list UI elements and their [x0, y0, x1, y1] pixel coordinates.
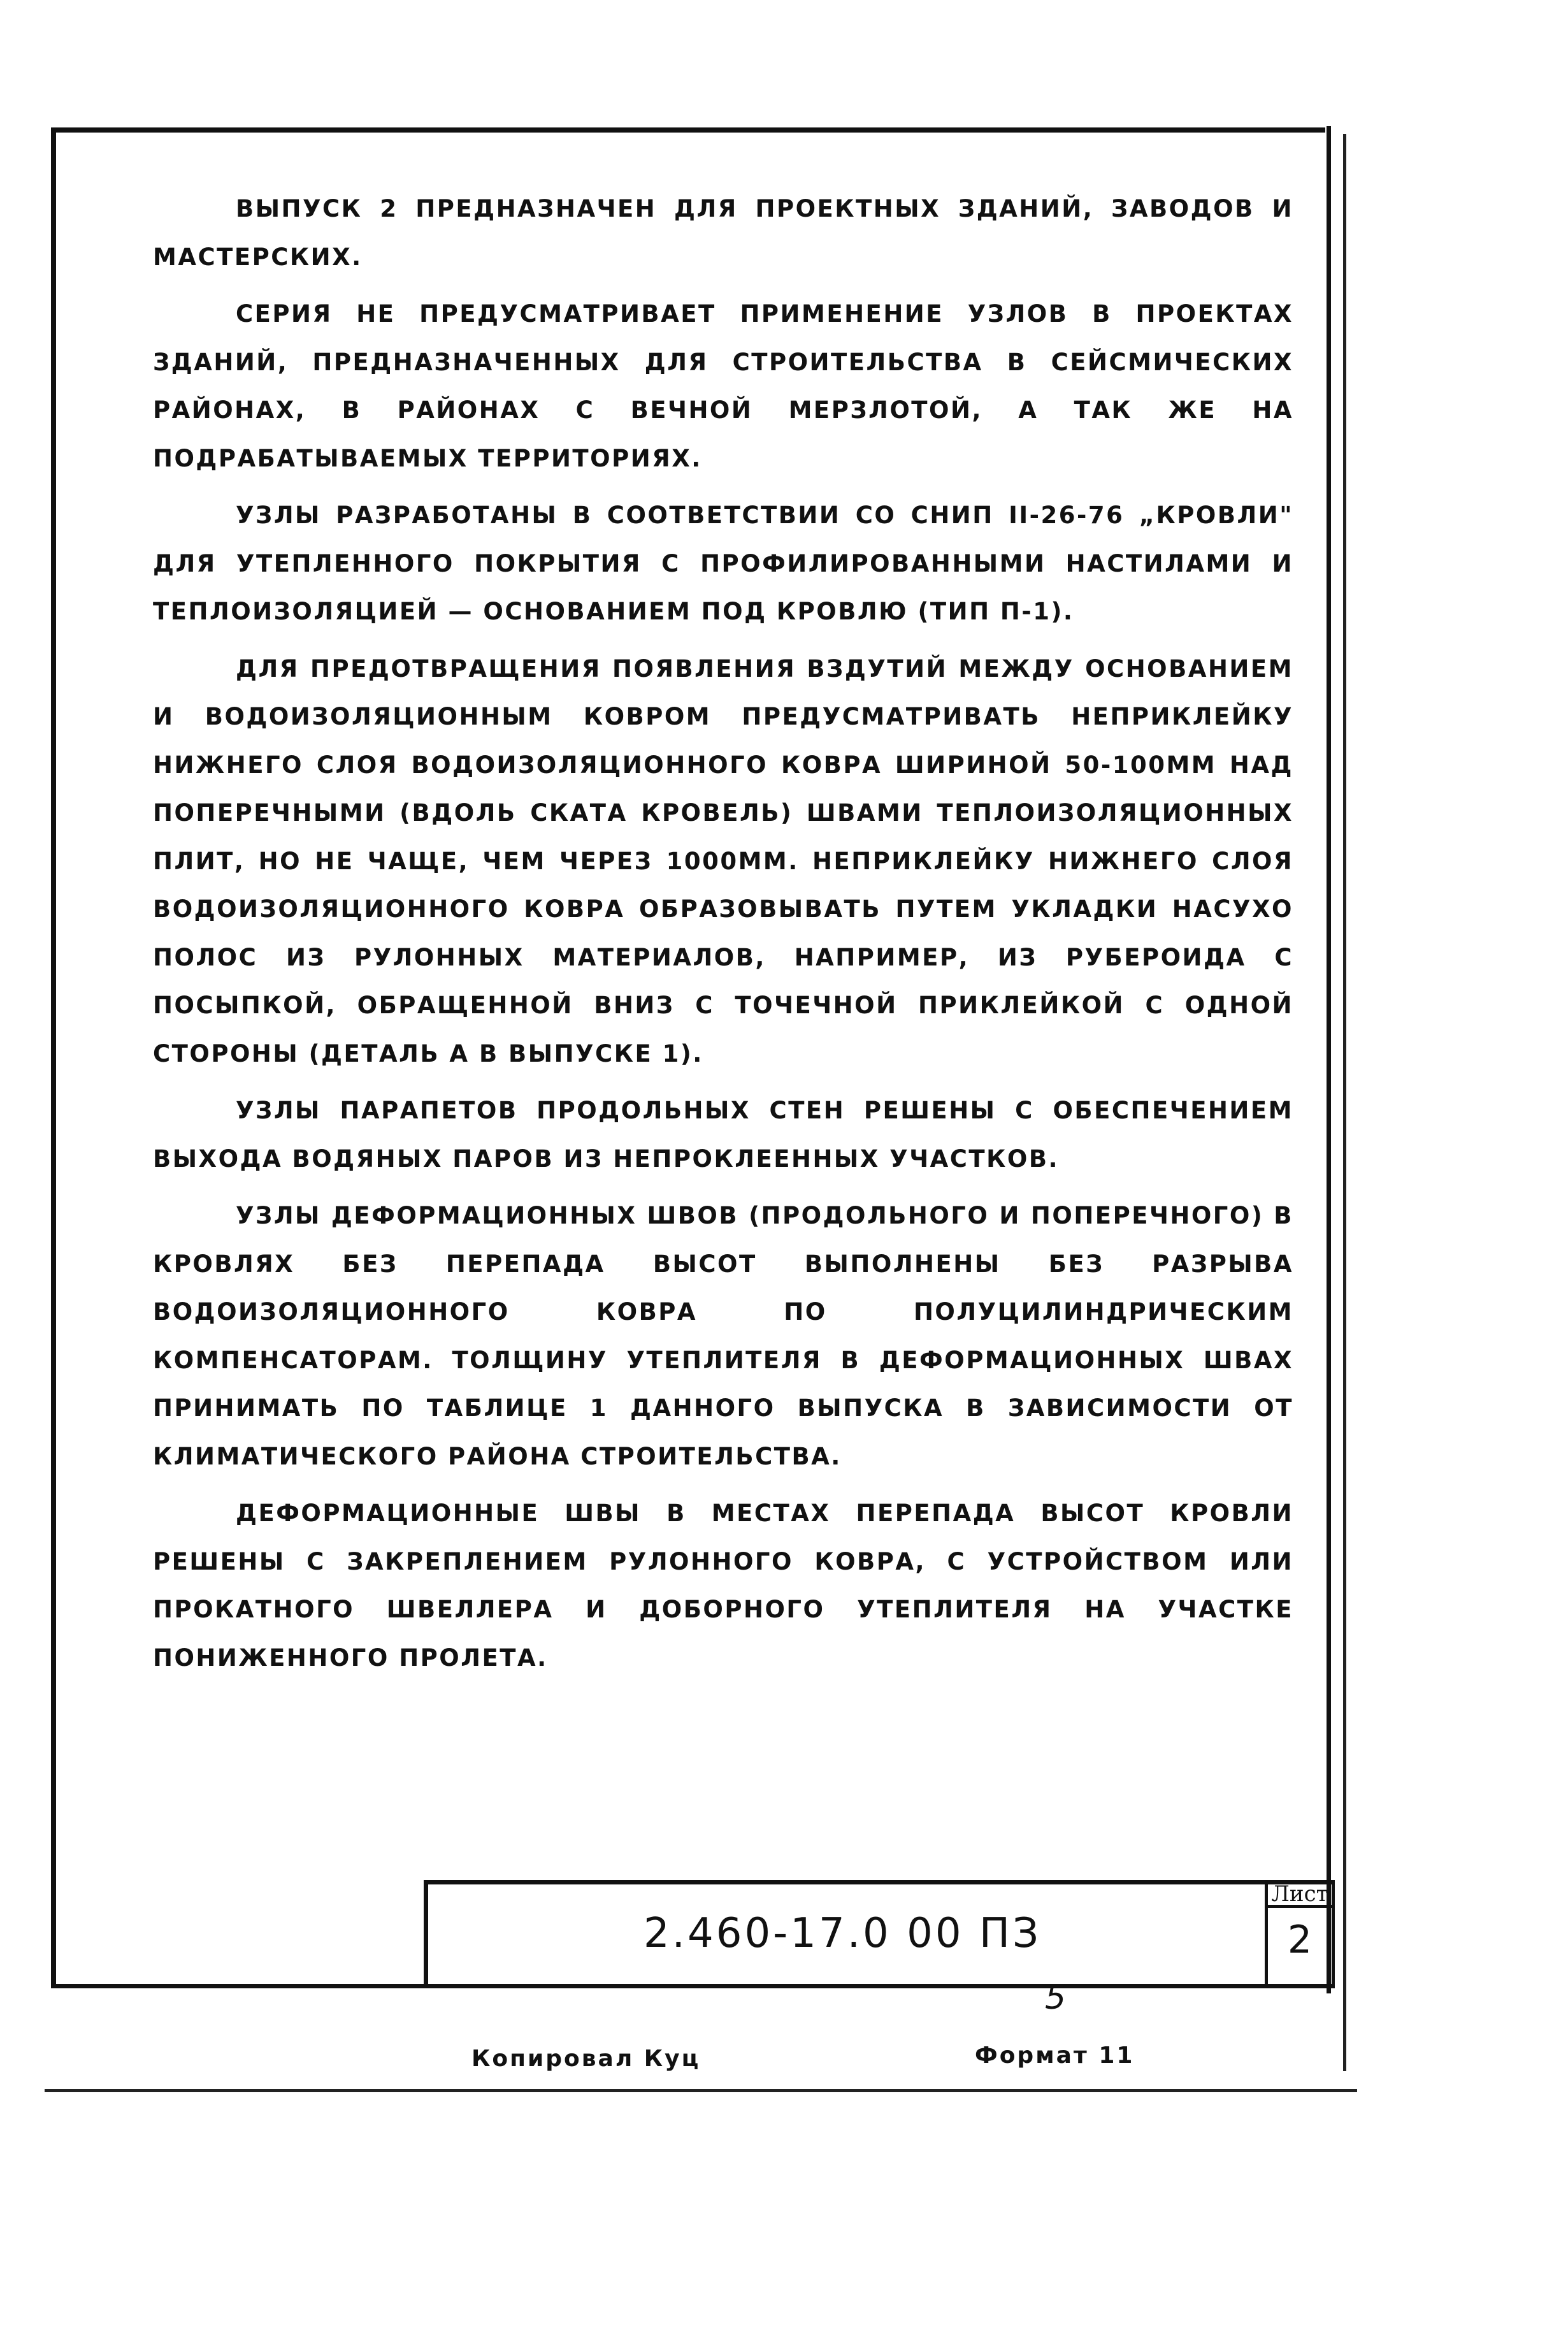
document-code: 2.460-17.0 00 ПЗ — [643, 1910, 1042, 1957]
sheet-label: Лист — [1265, 1880, 1335, 1908]
paper-format: Формат 11 — [975, 2042, 1135, 2069]
paragraph-purpose: ВЫПУСК 2 ПРЕДНАЗНАЧЕН ДЛЯ ПРОЕКТНЫХ ЗДАНИЙ, ЗАВОДОВ И МАСТЕРСКИХ. — [153, 195, 1293, 271]
paragraph-height-differences: ДЕФОРМАЦИОННЫЕ ШВЫ В МЕСТАХ ПЕРЕПАДА ВЫСОТ КРОВЛИ РЕШЕНЫ С ЗАКРЕПЛЕНИЕМ РУЛОННОГО КОВРА, С УСТРОЙСТВОМ ИЛИ ПРОКАТНОГО ШВЕЛЛЕРА И ДОБОРНОГО УТЕПЛИТЕЛЯ НА УЧАСТКЕ ПОНИЖЕННОГО ПРОЛЕТА. — [153, 1500, 1293, 1672]
frame-outer-rule — [1343, 134, 1346, 2071]
copied-by: Копировал Куц — [471, 2046, 701, 2072]
paragraph-expansion-joints: УЗЛЫ ДЕФОРМАЦИОННЫХ ШВОВ (ПРОДОЛЬНОГО И ПОПЕРЕЧНОГО) В КРОВЛЯХ БЕЗ ПЕРЕПАДА ВЫСОТ ВЫПОЛНЕНЫ БЕЗ РАЗРЫВА ВОДОИЗОЛЯЦИОННОГО КОВРА ПО ПОЛУЦИЛИНДРИЧЕСКИМ КОМПЕНСАТОРАМ. ТОЛЩИНУ УТЕПЛИТЕЛЯ В ДЕФОРМАЦИОННЫХ ШВАХ ПРИНИМАТЬ ПО ТАБЛИЦЕ 1 ДАННОГО ВЫПУСКА В ЗАВИСИМОСТИ ОТ КЛИМАТИЧЕСКОГО РАЙОНА СТРОИТЕЛЬСТВА. — [153, 1202, 1293, 1470]
title-block — [424, 1880, 1335, 1988]
explanatory-note — [153, 185, 1293, 1691]
footer-rule — [45, 2089, 1357, 2092]
paragraph-blistering: ДЛЯ ПРЕДОТВРАЩЕНИЯ ПОЯВЛЕНИЯ ВЗДУТИЙ МЕЖДУ ОСНОВАНИЕМ И ВОДОИЗОЛЯЦИОННЫМ КОВРОМ ПРЕДУСМАТРИВАТЬ НЕПРИКЛЕЙКУ НИЖНЕГО СЛОЯ ВОДОИЗОЛЯЦИОННОГО КОВРА ШИРИНОЙ 50-100ММ НАД ПОПЕРЕЧНЫМИ (ВДОЛЬ СКАТА КРОВЕЛЬ) ШВАМИ ТЕПЛОИЗОЛЯЦИОННЫХ ПЛИТ, НО НЕ ЧАЩЕ, ЧЕМ ЧЕРЕЗ 1000ММ. НЕПРИКЛЕЙКУ НИЖНЕГО СЛОЯ ВОДОИЗОЛЯЦИОННОГО КОВРА ОБРАЗОВЫВАТЬ ПУТЕМ УКЛАДКИ НАСУХО ПОЛОС ИЗ РУЛОННЫХ МАТЕРИАЛОВ, НАПРИМЕР, ИЗ РУБЕРОИДА С ПОСЫПКОЙ, ОБРАЩЕННОЙ ВНИЗ С ТОЧЕЧНОЙ ПРИКЛЕЙКОЙ С ОДНОЙ СТОРОНЫ (ДЕТАЛЬ А В ВЫПУСКЕ 1). — [153, 654, 1293, 1067]
paragraph-standards: УЗЛЫ РАЗРАБОТАНЫ В СООТВЕТСТВИИ СО СНИП II-26-76 „КРОВЛИ" ДЛЯ УТЕПЛЕННОГО ПОКРЫТИЯ С ПРОФИЛИРОВАННЫМИ НАСТИЛАМИ И ТЕПЛОИЗОЛЯЦИЕЙ — ОСНОВАНИЕМ ПОД КРОВЛЮ (ТИП П-1). — [153, 502, 1293, 625]
paragraph-limitations: СЕРИЯ НЕ ПРЕДУСМАТРИВАЕТ ПРИМЕНЕНИЕ УЗЛОВ В ПРОЕКТАХ ЗДАНИЙ, ПРЕДНАЗНАЧЕННЫХ ДЛЯ СТРОИТЕЛЬСТВА В СЕЙСМИЧЕСКИХ РАЙОНАХ, В РАЙОНАХ С ВЕЧНОЙ МЕРЗЛОТОЙ, А ТАК ЖЕ НА ПОДРАБАТЫВАЕМЫХ ТЕРРИТОРИЯХ. — [153, 300, 1293, 472]
paragraph-parapets: УЗЛЫ ПАРАПЕТОВ ПРОДОЛЬНЫХ СТЕН РЕШЕНЫ С ОБЕСПЕЧЕНИЕМ ВЫХОДА ВОДЯНЫХ ПАРОВ ИЗ НЕПРОКЛЕЕННЫХ УЧАСТКОВ. — [153, 1097, 1293, 1173]
sheet-number: 2 — [1265, 1908, 1335, 1988]
page-number: 5 — [1045, 1979, 1067, 2017]
frame-right-rule — [1327, 126, 1331, 1993]
